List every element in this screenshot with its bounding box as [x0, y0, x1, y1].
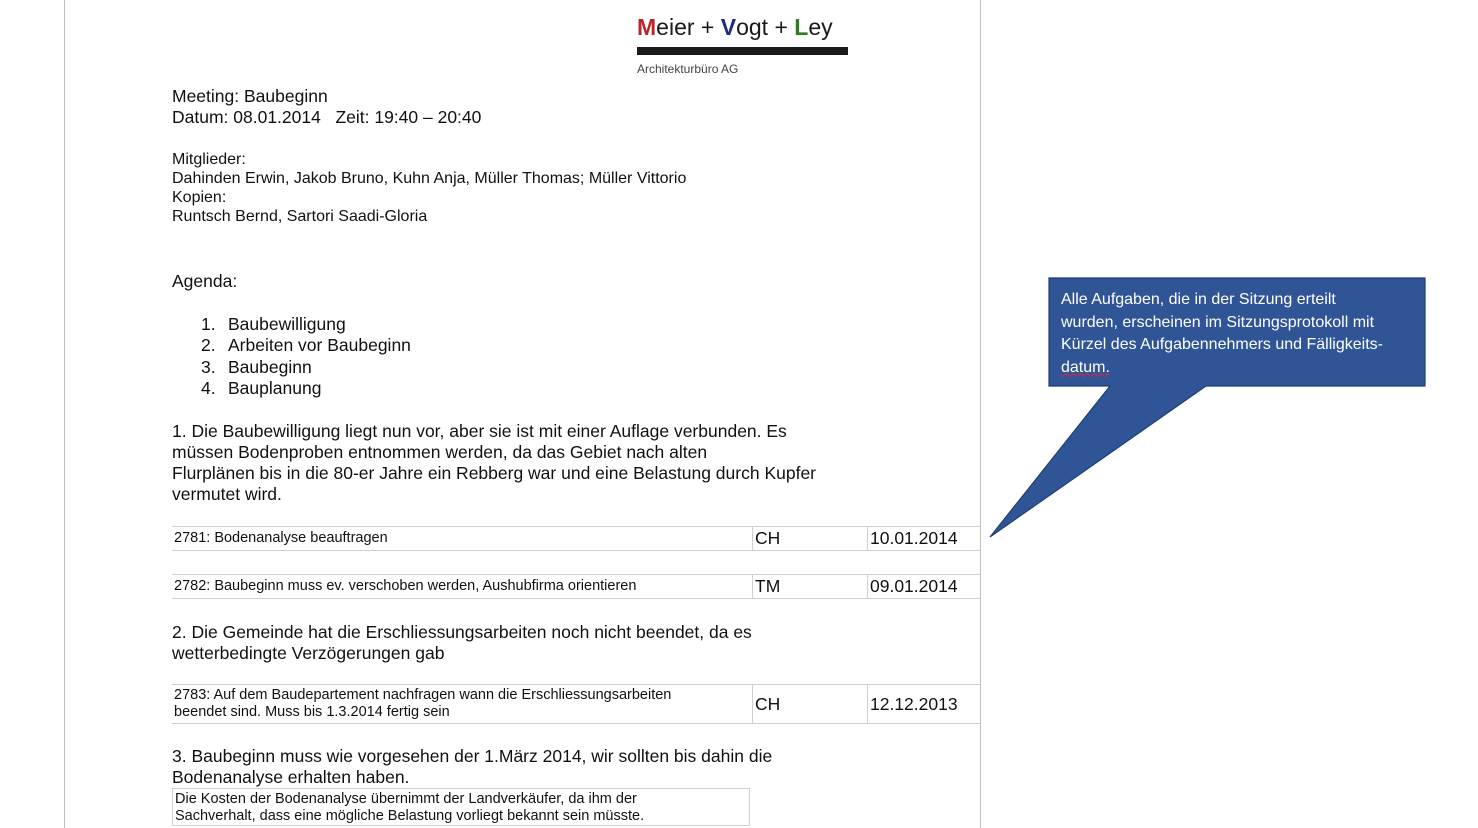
note-line: Die Kosten der Bodenanalyse übernimmt der Landverkäufer, da ihm der — [175, 791, 637, 807]
task-assignee: CH — [752, 685, 869, 723]
meeting-date-time: Datum: 08.01.2014 Zeit: 19:40 – 20:40 — [172, 107, 482, 127]
agenda-item-text: Arbeiten vor Baubeginn — [228, 335, 411, 355]
logo-m: M — [637, 14, 657, 40]
agenda-item-text: Baubeginn — [228, 357, 312, 377]
note-line: Sachverhalt, dass eine mögliche Belastung vorliegt bekannt sein müsste. — [175, 808, 645, 824]
members-list: Dahinden Erwin, Jakob Bruno, Kuhn Anja, Müller Thomas; Müller Vittorio — [172, 170, 687, 187]
callout-line: datum. — [1061, 358, 1110, 376]
section-3-line: Bodenanalyse erhalten haben. — [172, 767, 410, 787]
members-label: Mitglieder: — [172, 151, 246, 168]
section-1-line: Flurplänen bis in die 80-er Jahre ein Rebberg war und eine Belastung durch Kupfer — [172, 463, 817, 483]
agenda-item-num: 1. — [201, 314, 216, 334]
task-description: 2781: Bodenanalyse beauftragen — [174, 530, 388, 546]
callout-line: Alle Aufgaben, die in der Sitzung erteilt — [1061, 291, 1336, 308]
logo-subtitle: Architekturbüro AG — [637, 62, 739, 76]
section-1-line: 1. Die Baubewilligung liegt nun vor, aber sie ist mit einer Auflage verbunden. Es — [172, 421, 787, 441]
task-due-date: 09.01.2014 — [867, 575, 982, 598]
meeting-title: Meeting: Baubeginn — [172, 86, 328, 106]
section-3-line: 3. Baubeginn muss wie vorgesehen der 1.März 2014, wir sollten bis dahin die — [172, 746, 773, 766]
task-assignee: CH — [752, 527, 869, 550]
logo-v-rest: ogt + — [736, 14, 795, 40]
task-description: 2782: Baubeginn muss ev. verschoben werden, Aushubfirma orientieren — [174, 578, 637, 594]
section-1-line: müssen Bodenproben entnommen werden, da das Gebiet nach alten — [172, 442, 708, 462]
section-1-line: vermutet wird. — [172, 484, 282, 504]
agenda-item-text: Baubewilligung — [228, 314, 346, 334]
task-due-date: 10.01.2014 — [867, 527, 982, 550]
agenda-item-num: 2. — [201, 335, 216, 355]
copies-label: Kopien: — [172, 189, 227, 206]
logo-m-rest: eier + — [656, 14, 721, 40]
agenda-label: Agenda: — [172, 271, 238, 291]
logo-v: V — [720, 14, 737, 40]
agenda-item-num: 3. — [201, 357, 216, 377]
logo-l-rest: ey — [808, 14, 833, 40]
callout-line: wurden, erscheinen im Sitzungsprotokoll mit — [1061, 313, 1375, 331]
callout-line: Kürzel des Aufgabennehmers und Fälligkeits- — [1061, 336, 1383, 353]
agenda-item-text: Bauplanung — [228, 378, 322, 398]
task-description-line: 2783: Auf dem Baudepartement nachfragen wann die Erschliessungsarbeiten — [174, 687, 672, 703]
logo-l: L — [794, 14, 809, 40]
callout-text — [1061, 289, 1416, 379]
task-due-date: 12.12.2013 — [867, 685, 982, 723]
task-assignee: TM — [752, 575, 869, 598]
section-2-line: 2. Die Gemeinde hat die Erschliessungsarbeiten noch nicht beendet, da es — [172, 622, 752, 642]
task-description-line: beendet sind. Muss bis 1.3.2014 fertig sein — [174, 704, 450, 720]
section-2-line: wetterbedingte Verzögerungen gab — [172, 643, 445, 663]
agenda-item-num: 4. — [201, 378, 216, 398]
copies-list: Runtsch Bernd, Sartori Saadi-Gloria — [172, 208, 428, 225]
